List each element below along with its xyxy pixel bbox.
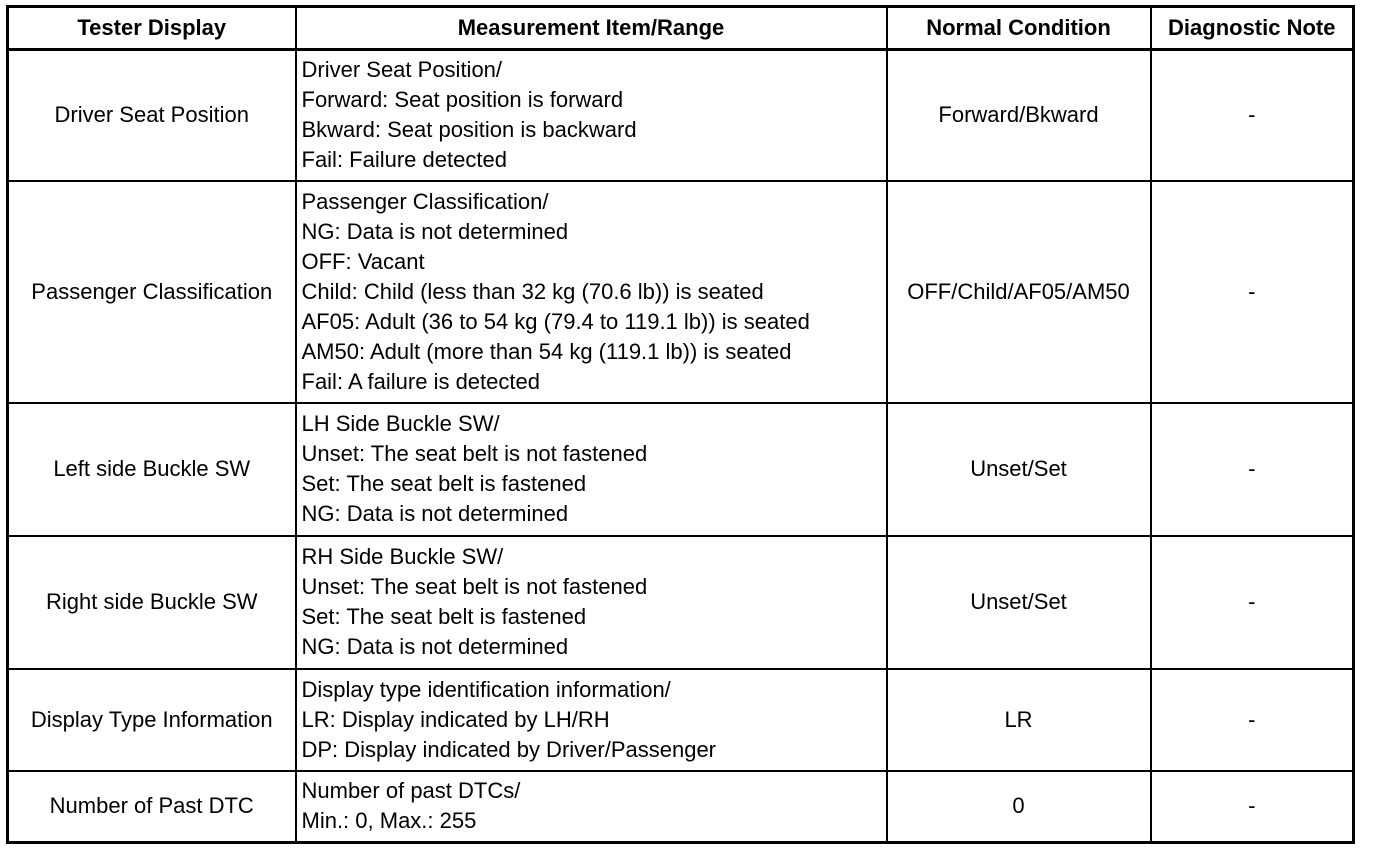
measurement-line: Fail: A failure is detected: [301, 368, 540, 394]
measurement-line: Number of past DTCs/: [301, 778, 521, 804]
cell-normal-condition: Unset/Set: [887, 403, 1151, 536]
table-row: [8, 669, 1354, 771]
cell-measurement: [296, 181, 887, 403]
cell-diagnostic-note: -: [1151, 50, 1354, 181]
cell-normal-condition: 0: [887, 771, 1151, 843]
measurement-line: Unset: The seat belt is not fastened: [301, 574, 648, 599]
cell-tester-display: Right side Buckle SW: [8, 536, 296, 669]
measurement-line: Forward: Seat position is forward: [301, 87, 624, 113]
data-list-table: [6, 5, 1355, 844]
measurement-line: OFF: Vacant: [301, 248, 425, 274]
table-row: [8, 50, 1354, 181]
measurement-line: Bkward: Seat position is backward: [301, 117, 637, 143]
measurement-line: Child: Child (less than 32 kg (70.6 lb)) is seated: [301, 278, 764, 304]
cell-normal-condition: Unset/Set: [887, 536, 1151, 669]
measurement-line: Min.: 0, Max.: 255: [301, 808, 477, 834]
cell-tester-display: Left side Buckle SW: [8, 403, 296, 536]
cell-diagnostic-note: -: [1151, 669, 1354, 771]
cell-diagnostic-note: -: [1151, 403, 1354, 536]
cell-normal-condition: LR: [887, 669, 1151, 771]
cell-measurement: [296, 403, 887, 536]
cell-tester-display: Number of Past DTC: [8, 771, 296, 843]
measurement-line: DP: Display indicated by Driver/Passenger: [301, 736, 717, 762]
header-measurement-item-range: Measurement Item/Range: [296, 7, 887, 50]
measurement-line: Display type identification information/: [301, 676, 671, 702]
header-tester-display: Tester Display: [8, 7, 296, 50]
measurement-line: Fail: Failure detected: [301, 147, 507, 173]
header-normal-condition: Normal Condition: [887, 7, 1151, 50]
measurement-line: NG: Data is not determined: [301, 218, 569, 244]
measurement-line: NG: Data is not determined: [301, 501, 569, 526]
table-row: [8, 181, 1354, 403]
measurement-line: Unset: The seat belt is not fastened: [301, 441, 648, 466]
table-row: [8, 403, 1354, 536]
cell-diagnostic-note: -: [1151, 536, 1354, 669]
table-row: [8, 771, 1354, 843]
measurement-line: LR: Display indicated by LH/RH: [301, 706, 610, 732]
table-header-row: [8, 7, 1354, 50]
cell-measurement: [296, 771, 887, 843]
cell-diagnostic-note: -: [1151, 771, 1354, 843]
measurement-line: NG: Data is not determined: [301, 634, 569, 659]
cell-tester-display: Display Type Information: [8, 669, 296, 771]
measurement-line: Passenger Classification/: [301, 188, 549, 214]
measurement-line: Set: The seat belt is fastened: [301, 604, 587, 629]
header-diagnostic-note: Diagnostic Note: [1151, 7, 1354, 50]
table-row: [8, 536, 1354, 669]
cell-normal-condition: Forward/Bkward: [887, 50, 1151, 181]
cell-measurement: [296, 50, 887, 181]
measurement-line: AF05: Adult (36 to 54 kg (79.4 to 119.1 lb)) is seated: [301, 308, 810, 334]
measurement-line: Driver Seat Position/: [301, 57, 503, 83]
measurement-line: AM50: Adult (more than 54 kg (119.1 lb)) is seated: [301, 338, 792, 364]
cell-measurement: [296, 536, 887, 669]
cell-normal-condition: OFF/Child/AF05/AM50: [887, 181, 1151, 403]
measurement-line: LH Side Buckle SW/: [301, 411, 500, 436]
cell-tester-display: Driver Seat Position: [8, 50, 296, 181]
cell-diagnostic-note: -: [1151, 181, 1354, 403]
measurement-line: Set: The seat belt is fastened: [301, 471, 587, 496]
cell-measurement: [296, 669, 887, 771]
measurement-line: RH Side Buckle SW/: [301, 544, 504, 569]
cell-tester-display: Passenger Classification: [8, 181, 296, 403]
